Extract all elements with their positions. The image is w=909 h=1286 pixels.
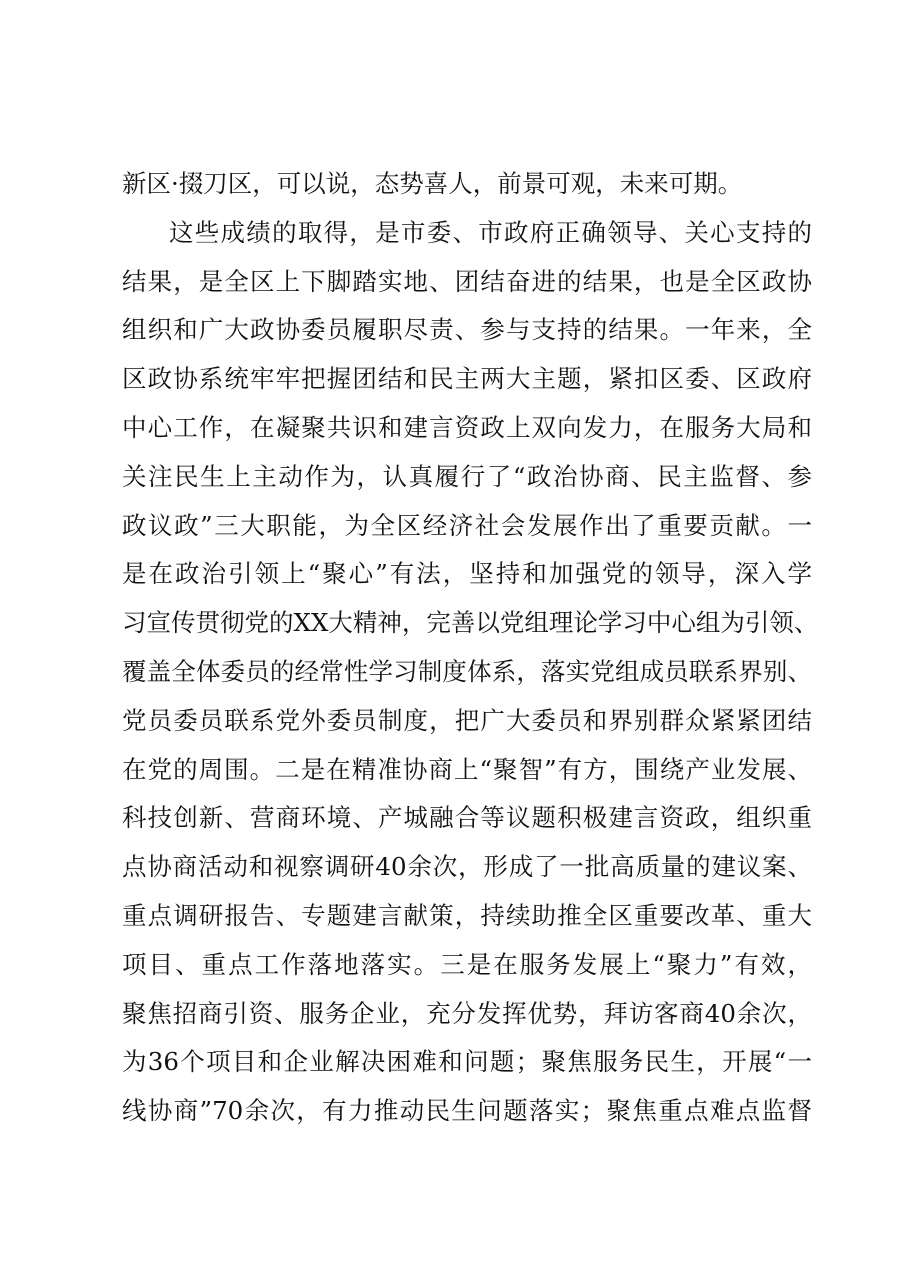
text-line: 线协商”70余次，有力推动民生问题落实；聚焦重点难点监督 [122,1096,812,1126]
body-text [122,160,819,1136]
text-line: 是在政治引领上“聚心”有法，坚持和加强党的领导，深入学 [122,559,812,589]
text-line: 项目、重点工作落地落实。三是在服务发展上“聚力”有效， [122,949,812,979]
text-line: 关注民生上主动作为，认真履行了“政治协商、民主监督、参 [122,461,812,491]
text-line: 组织和广大政协委员履职尽责、参与支持的结果。一年来，全 [122,315,812,345]
text-line: 政议政”三大职能，为全区经济社会发展作出了重要贡献。一 [122,510,812,540]
text-line: 区政协系统牢牢把握团结和民主两大主题，紧扣区委、区政府 [122,364,812,394]
text-line: 重点调研报告、专题建言献策，持续助推全区重要改革、重大 [122,900,812,930]
text-line: 为36个项目和企业解决困难和问题；聚焦服务民生，开展“一 [122,1047,812,1077]
text-line: 党员委员联系党外委员制度，把广大委员和界别群众紧紧团结 [122,705,812,735]
text-line: 在党的周围。二是在精准协商上“聚智”有方，围绕产业发展、 [122,754,812,784]
text-line: 覆盖全体委员的经常性学习制度体系，落实党组成员联系界别、 [122,656,812,686]
text-line: 中心工作，在凝聚共识和建言资政上双向发力，在服务大局和 [122,412,812,442]
text-line: 结果，是全区上下脚踏实地、团结奋进的结果，也是全区政协 [122,266,812,296]
text-line: 新区·掇刀区，可以说，态势喜人，前景可观，未来可期。 [122,169,743,198]
text-line: 点协商活动和视察调研40余次，形成了一批高质量的建议案、 [122,852,812,882]
text-line: 习宣传贯彻党的XX大精神，完善以党组理论学习中心组为引领、 [122,608,819,638]
paragraph-first-line: 这些成绩的取得，是市委、市政府正确领导、关心支持的 [169,217,812,247]
text-line: 科技创新、营商环境、产城融合等议题积极建言资政，组织重 [122,803,812,833]
text-line: 聚焦招商引资、服务企业，充分发挥优势，拜访客商40余次， [122,998,812,1028]
